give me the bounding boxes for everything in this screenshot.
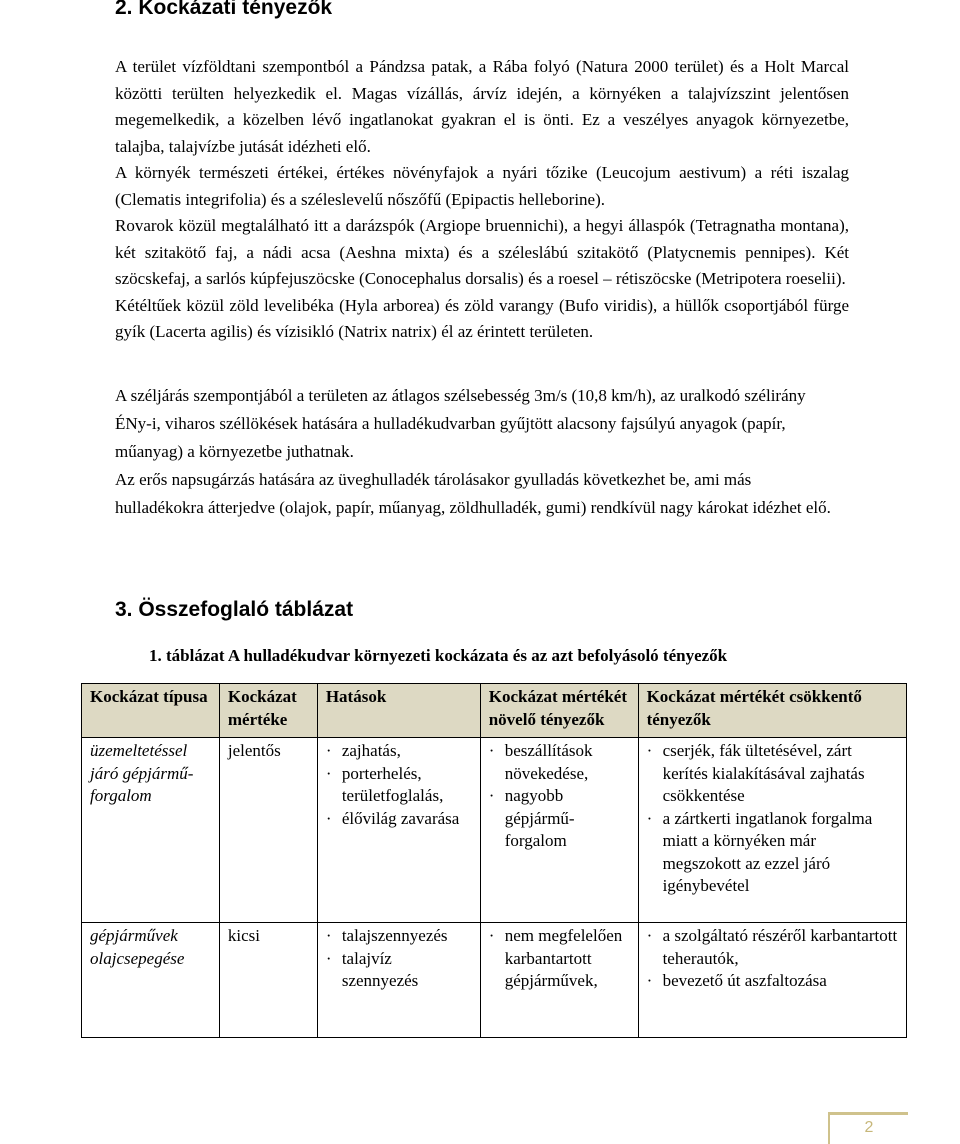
risk-type-cell: üzemeltetéssel járó gépjármű-forgalom [82,738,220,923]
paragraph: A környék természeti értékei, értékes növényfajok a nyári tőzike (Leucojum aestivum) a réti iszalag (Clematis integrifolia) és a széleslevelű nőszőfű (Epipactis helleborine). [115,163,849,209]
list-item: · nagyobb gépjármű-forgalom [489,785,630,853]
section-heading-risk-factors: 2. Kockázati tényezők [115,0,333,19]
list-item: · bevezető út aszfaltozása [647,970,898,993]
list-item: · porterhelés, területfoglalás, [326,763,472,808]
risk-type-cell: gépjárművek olajcsepegése [82,923,220,1038]
risk-level-cell: kicsi [219,923,317,1038]
list-item: · beszállítások növekedése, [489,740,630,785]
section-heading-summary-table: 3. Összefoglaló táblázat [115,598,354,621]
paragraph: Rovarok közül megtalálható itt a darázspók (Argiope bruennichi), a hegyi állaspók (Tetragnatha montana), két szitakötő faj, a nádi acsa (Aeshna mixta) és a széleslábú szitakötő (Platycnemis pennipes). Két szöcskefaj, a sarlós kúpfejuszöcske (Conocephalus dorsalis) és a roesel – rétiszöcske (Metripotera roeselii). [115,216,849,288]
paragraph: A széljárás szempontjából a területen az átlagos szélsebesség 3m/s (10,8 km/h), az uralkodó szélirány ÉNy-i, viharos széllökések hatására a hulladékudvarban gyűjtött alacsony fajsúlyú anyagok (papír, műanyag) a környezetbe juthatnak. [115,386,806,461]
risk-table [81,683,907,1038]
decreasing-factors-cell [638,923,906,1038]
increasing-factors-cell [480,923,638,1038]
paragraph: A terület vízföldtani szempontból a Pándzsa patak, a Rába folyó (Natura 2000 terület) és a Holt Marcal közötti terülten helyezkedik el. Magas vízállás, árvíz idején, a környéken a talajvízszint jelentősen megemelkedik, a közelben lévő ingatlanokat gyakran el is önti. Ez a veszélyes anyagok környezetbe, talajba, talajvízbe jutását idézheti elő. [115,57,849,156]
page-number: 2 [828,1112,908,1144]
list-item: · élővilág zavarása [326,808,472,831]
effects-cell [317,923,480,1038]
column-header: Kockázat típusa [82,684,220,738]
list-item: · nem megfelelően karbantartott gépjárművek, [489,925,630,993]
risk-factors-text [115,54,849,346]
table-row [82,738,907,923]
list-item: · a szolgáltató részéről karbantartott teherautók, [647,925,898,970]
list-item: · zajhatás, [326,740,472,763]
column-header: Kockázat mértékét növelő tényezők [480,684,638,738]
list-item: · a zártkerti ingatlanok forgalma miatt a környéken már megszokott az ezzel járó igénybevétel [647,808,898,898]
table-row [82,923,907,1038]
effects-cell [317,738,480,923]
column-header: Hatások [317,684,480,738]
risk-level-cell: jelentős [219,738,317,923]
decreasing-factors-cell [638,738,906,923]
list-item: · cserjék, fák ültetésével, zárt kerítés kialakításával zajhatás csökkentése [647,740,898,808]
table-header-row [82,684,907,738]
column-header: Kockázat mértékét csökkentő tényezők [638,684,906,738]
paragraph: Kétéltűek közül zöld levelibéka (Hyla arborea) és zöld varangy (Bufo viridis), a hüllők csoportjából fürge gyík (Lacerta agilis) és vízisikló (Natrix natrix) él az érintett területen. [115,295,849,341]
table-caption: 1. táblázat A hulladékudvar környezeti kockázata és az azt befolyásoló tényezők [149,646,728,665]
column-header: Kockázat mértéke [219,684,317,738]
paragraph: Az erős napsugárzás hatására az üveghulladék tárolásakor gyulladás következhet be, ami más hulladékokra átterjedve (olajok, papír, műanyag, zöldhulladék, gumi) rendkívül nagy károkat idézhet elő. [115,470,831,517]
increasing-factors-cell [480,738,638,923]
list-item: · talajvíz szennyezés [326,948,472,993]
wind-sun-text [115,382,839,522]
list-item: · talajszennyezés [326,925,472,948]
